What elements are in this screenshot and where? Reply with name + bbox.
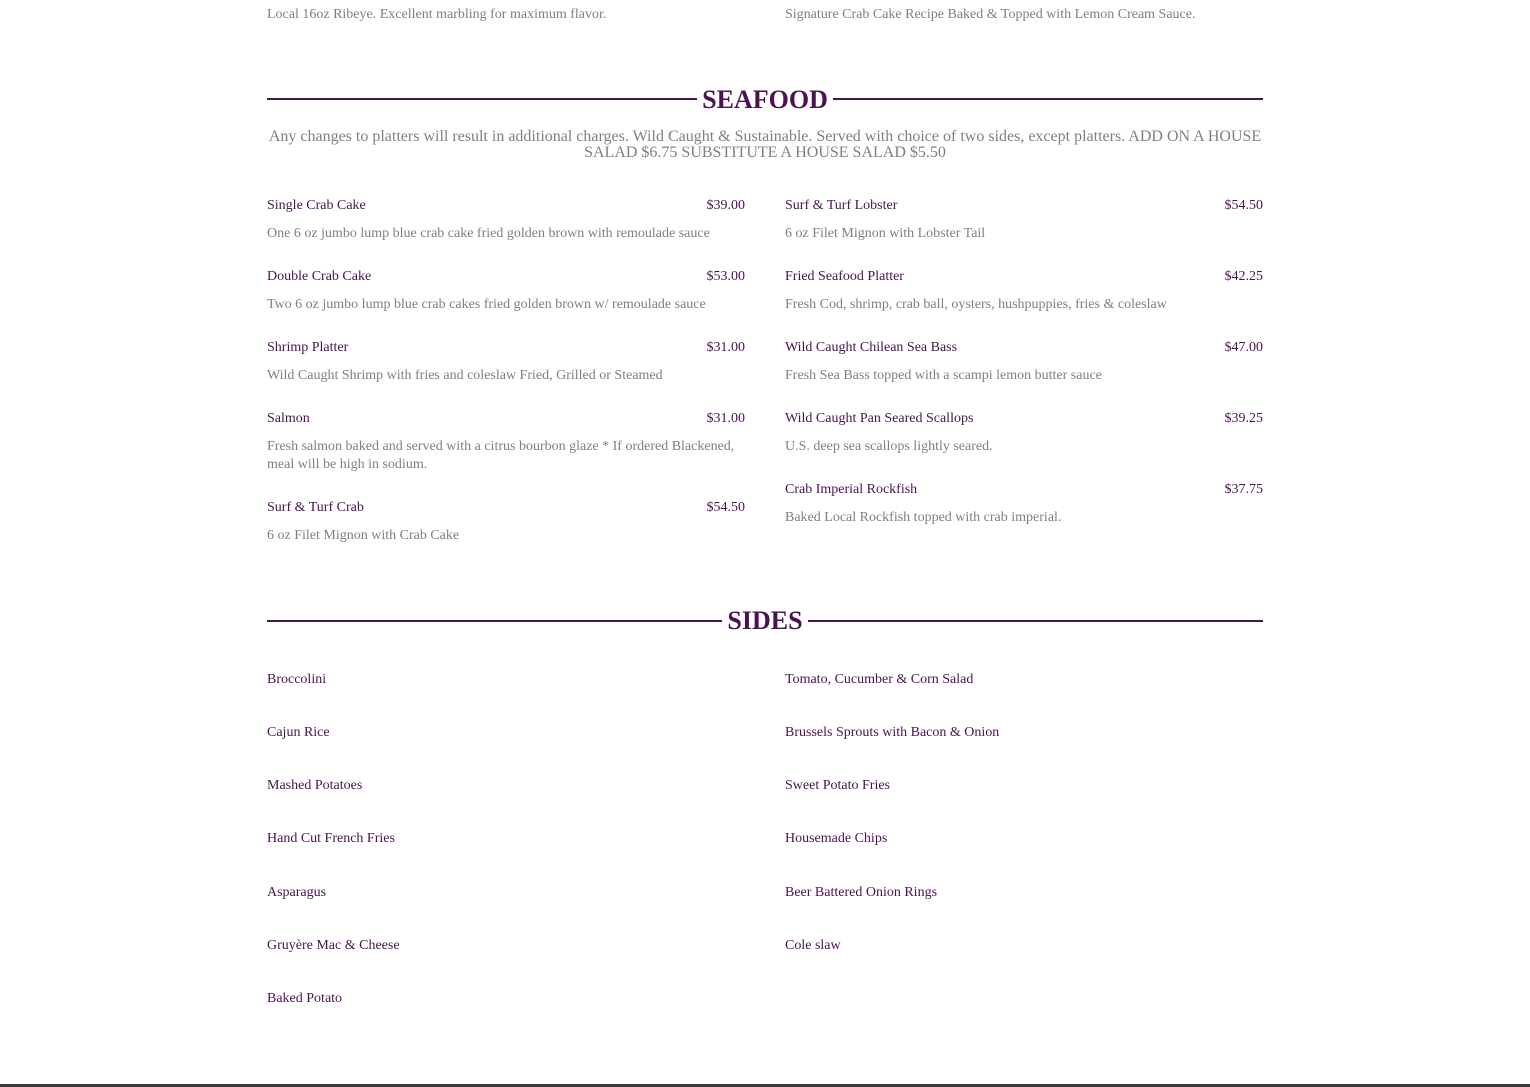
- section-intro: Any changes to platters will result in additional charges. Wild Caught & Sustainable. Served with choice of two sides, except platters. ADD ON A HOUSE SALAD $6.75 SUBSTITUTE A HOUSE SALAD $5.50: [268, 128, 1262, 161]
- item-description: Baked Local Rockfish topped with crab imperial.: [785, 510, 1062, 525]
- side-item: Broccolini: [267, 672, 327, 687]
- item-price: $31.00: [706, 411, 745, 426]
- item-description: Two 6 oz jumbo lump blue crab cakes fried golden brown w/ remoulade sauce: [267, 297, 706, 312]
- item-price: $37.75: [1224, 482, 1263, 497]
- item-price: $39.00: [706, 198, 745, 213]
- side-item: Baked Potato: [267, 991, 343, 1006]
- item-description: 6 oz Filet Mignon with Lobster Tail: [785, 226, 986, 241]
- item-description: U.S. deep sea scallops lightly seared.: [785, 439, 993, 454]
- item-description: Fresh salmon baked and served with a citrus bourbon glaze * If ordered Blackened, meal will be high in sodium.: [267, 439, 735, 472]
- side-item: Mashed Potatoes: [267, 778, 363, 793]
- item-name: Crab Imperial Rockfish: [785, 482, 918, 497]
- item-description: Wild Caught Shrimp with fries and coleslaw Fried, Grilled or Steamed: [267, 368, 663, 383]
- item-price: $39.25: [1224, 411, 1263, 426]
- section-divider-right: [808, 620, 1263, 622]
- side-item: Tomato, Cucumber & Corn Salad: [785, 672, 974, 687]
- item-name: Shrimp Platter: [267, 340, 349, 355]
- item-price: $54.50: [1224, 198, 1263, 213]
- section-divider-left: [267, 620, 722, 622]
- item-price: $53.00: [706, 269, 745, 284]
- section-divider-right: [833, 98, 1263, 100]
- item-name: Wild Caught Pan Seared Scallops: [785, 411, 974, 426]
- side-item: Housemade Chips: [785, 831, 888, 846]
- item-price: $31.00: [706, 340, 745, 355]
- item-price: $42.25: [1224, 269, 1263, 284]
- item-name: Fried Seafood Platter: [785, 269, 904, 284]
- side-item: Beer Battered Onion Rings: [785, 885, 938, 900]
- item-price: $47.00: [1224, 340, 1263, 355]
- item-name: Salmon: [267, 411, 310, 426]
- section-divider-left: [267, 98, 697, 100]
- item-name: Surf & Turf Lobster: [785, 198, 898, 213]
- side-item: Cajun Rice: [267, 725, 330, 740]
- item-price: $54.50: [706, 500, 745, 515]
- item-description: Signature Crab Cake Recipe Baked & Topped with Lemon Cream Sauce.: [785, 7, 1196, 22]
- item-description: One 6 oz jumbo lump blue crab cake fried golden brown with remoulade sauce: [267, 226, 710, 241]
- section-title-seafood: SEAFOOD: [702, 85, 828, 114]
- side-item: Sweet Potato Fries: [785, 778, 890, 793]
- side-item: Hand Cut French Fries: [267, 831, 395, 846]
- item-name: Wild Caught Chilean Sea Bass: [785, 340, 958, 355]
- side-item: Gruyère Mac & Cheese: [267, 938, 400, 953]
- side-item: Asparagus: [267, 885, 327, 900]
- item-name: Single Crab Cake: [267, 198, 366, 213]
- item-description: Local 16oz Ribeye. Excellent marbling for maximum flavor.: [267, 7, 607, 22]
- section-title-sides: SIDES: [727, 606, 803, 635]
- side-item: Cole slaw: [785, 938, 841, 953]
- side-item: Brussels Sprouts with Bacon & Onion: [785, 725, 1000, 740]
- item-name: Double Crab Cake: [267, 269, 372, 284]
- item-description: Fresh Cod, shrimp, crab ball, oysters, hushpuppies, fries & coleslaw: [785, 297, 1167, 312]
- item-description: Fresh Sea Bass topped with a scampi lemon butter sauce: [785, 368, 1102, 383]
- item-description: 6 oz Filet Mignon with Crab Cake: [267, 528, 460, 543]
- item-name: Surf & Turf Crab: [267, 500, 364, 515]
